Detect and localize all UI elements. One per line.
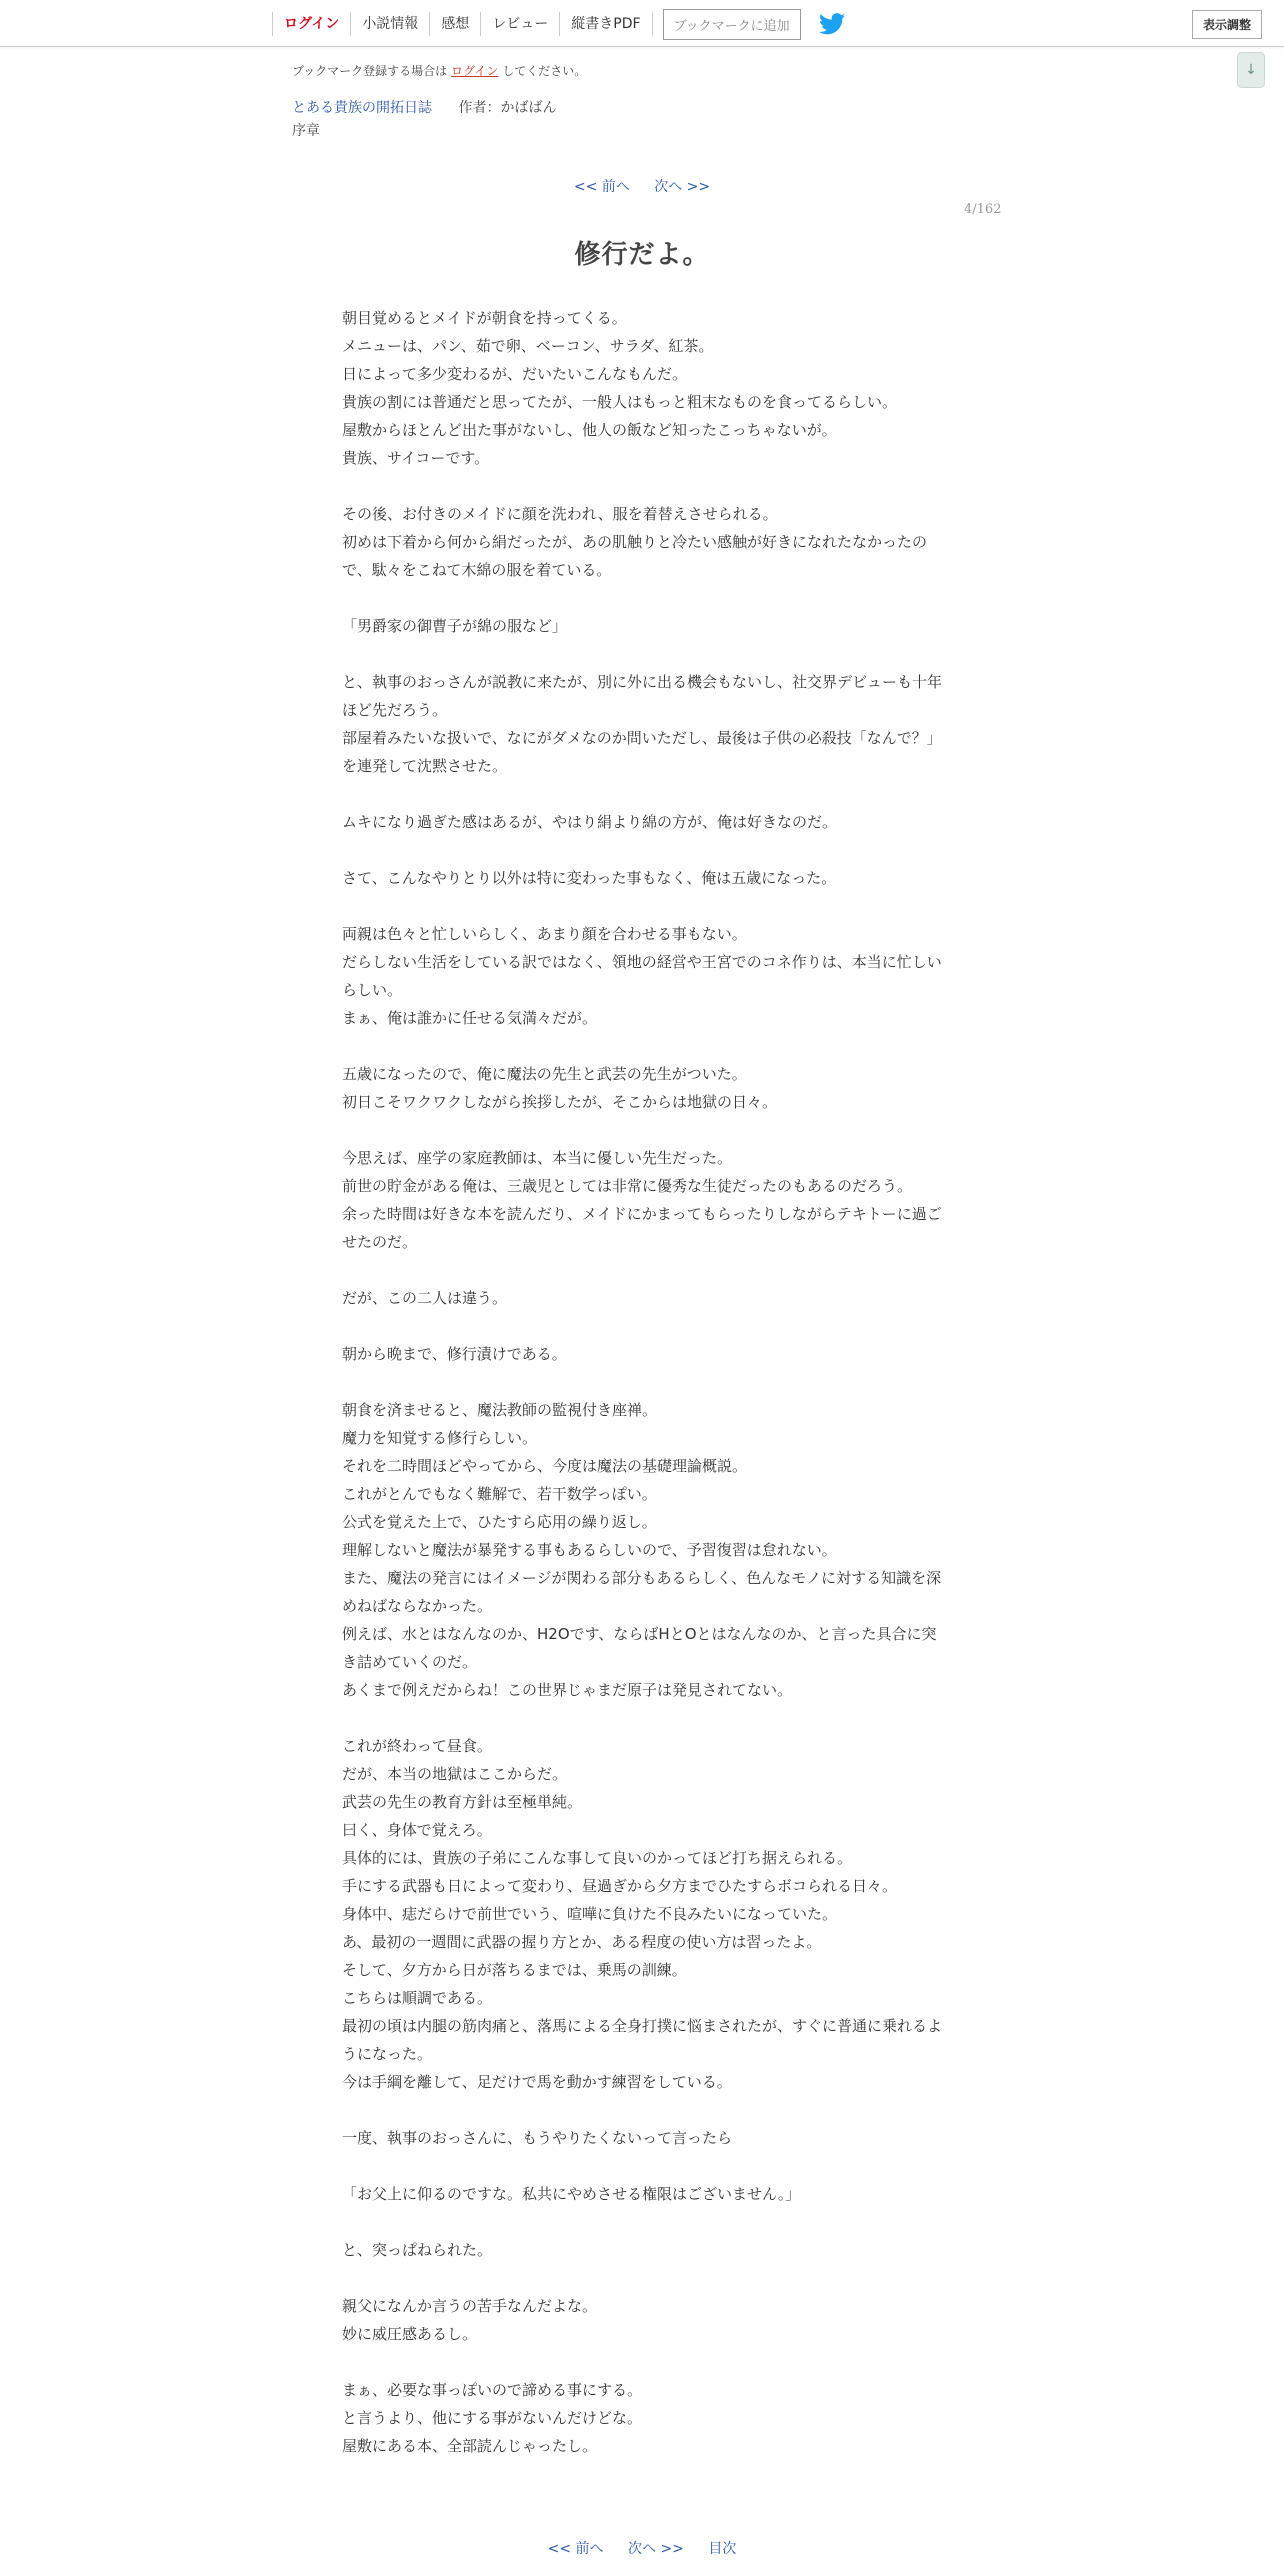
body-line: その後、お付きのメイドに顔を洗われ、服を着替えさせられる。 (342, 505, 778, 523)
body-line: 「お父上に仰るのですな。私共にやめさせる権限はございません。」 (342, 2185, 801, 2203)
body-line: 部屋着みたいな扱いで、なにがダメなのか問いただし、最後は子供の必殺技「なんで？」を連発して沈黙させた。 (342, 729, 942, 775)
body-line (342, 2096, 942, 2124)
body-line: 公式を覚えた上で、ひたすら応用の繰り返し。 (342, 1513, 657, 1531)
body-line: 身体中、痣だらけで前世でいう、喧嘩に負けた不良みたいになっていた。 (342, 1905, 838, 1923)
next-episode-link[interactable]: 次へ >> (654, 179, 711, 195)
body-line: と、突っぱねられた。 (342, 2241, 493, 2259)
body-line: 魔力を知覚する修行らしい。 (342, 1429, 538, 1447)
nav-login-link[interactable]: ログイン (272, 12, 350, 36)
body-line: あくまで例えだからね！この世界じゃまだ原子は発見されてない。 (342, 1681, 793, 1699)
body-line: さて、こんなやりとり以外は特に変わった事もなく、俺は五歳になった。 (342, 869, 837, 887)
episode-subtitle: 修行だよ。 (574, 240, 710, 270)
body-line: 貴族、サイコーです。 (342, 449, 490, 467)
body-line (342, 2348, 942, 2376)
chapter-title: 序章 (292, 123, 320, 139)
global-nav (272, 6, 845, 42)
nav-vertical-pdf-link[interactable]: 縦書きPDF (559, 12, 652, 36)
body-line (342, 584, 942, 612)
nav-impressions-link[interactable]: 感想 (429, 12, 480, 36)
body-line: 具体的には、貴族の子弟にこんな事して良いのかってほど打ち据えられる。 (342, 1849, 853, 1867)
body-line (342, 1032, 942, 1060)
pager-top (0, 176, 1284, 196)
body-line: 「男爵家の御曹子が綿の服など」 (342, 617, 568, 635)
body-line: こちらは順調である。 (342, 1989, 493, 2007)
table-of-contents-link[interactable]: 目次 (708, 2541, 737, 2557)
body-line: 手にする武器も日によって変わり、昼過ぎから夕方までひたすらボコられる日々。 (342, 1877, 898, 1895)
body-line: 最初の頃は内腿の筋肉痛と、落馬による全身打撲に悩まされたが、すぐに普通に乗れるようになった。 (342, 2017, 943, 2063)
body-line: そして、夕方から日が落ちるまでは、乗馬の訓練。 (342, 1961, 687, 1979)
body-line: 屋敷からほとんど出た事がないし、他人の飯など知ったこっちゃないが。 (342, 421, 837, 439)
body-line (342, 1704, 942, 1732)
body-line: また、魔法の発言にはイメージが関わる部分もあるらしく、色んなモノに対する知識を深めねばならなかった。 (342, 1569, 942, 1615)
scroll-down-button[interactable]: ↓ (1237, 52, 1265, 88)
novel-body-text (342, 304, 942, 2460)
body-line: 五歳になったので、俺に魔法の先生と武芸の先生がついた。 (342, 1065, 747, 1083)
nav-novel-info-link[interactable]: 小説情報 (350, 12, 429, 36)
bookmark-notice-after: してください。 (502, 64, 587, 78)
top-navigation-bar (0, 0, 1284, 47)
body-line: 前世の貯金がある俺は、三歳児としては非常に優秀な生徒だったのもあるのだろう。 (342, 1177, 913, 1195)
body-line: ムキになり過ぎた感はあるが、やはり絹より綿の方が、俺は好きなのだ。 (342, 813, 838, 831)
body-line (342, 1116, 942, 1144)
novel-title-link[interactable]: とある貴族の開拓日誌 (292, 100, 432, 116)
body-line: 例えば、水とはなんなのか、H2Oです、ならばHとOとはなんなのか、と言った具合に突き詰めていくのだ。 (342, 1625, 937, 1671)
body-line: 余った時間は好きな本を読んだり、メイドにかまってもらったりしながらテキトーに過ごせたのだ。 (342, 1205, 942, 1251)
body-line: 初めは下着から何から絹だったが、あの肌触りと冷たい感触が好きになれたなかったので、駄々をこねて木綿の服を着ている。 (342, 533, 928, 579)
bookmark-notice-before: ブックマーク登録する場合は (292, 64, 448, 78)
body-line: 理解しないと魔法が暴発する事もあるらしいので、予習復習は怠れない。 (342, 1541, 837, 1559)
prev-episode-link[interactable]: << 前へ (573, 179, 630, 195)
body-line: それを二時間ほどやってから、今度は魔法の基礎理論概説。 (342, 1457, 748, 1475)
body-line: と言うより、他にする事がないんだけどな。 (342, 2409, 643, 2427)
body-line: 親父になんか言うの苦手なんだよな。 (342, 2297, 598, 2315)
body-line: 今思えば、座学の家庭教師は、本当に優しい先生だった。 (342, 1149, 733, 1167)
body-line (342, 892, 942, 920)
body-line: まぁ、必要な事っぽいので諦める事にする。 (342, 2381, 643, 2399)
body-line: 日によって多少変わるが、だいたいこんなもんだ。 (342, 365, 688, 383)
body-line (342, 2208, 942, 2236)
body-line: あ、最初の一週間に武器の握り方とか、ある程度の使い方は習ったよ。 (342, 1933, 822, 1951)
body-line: 貴族の割には普通だと思ってたが、一般人はもっと粗末なものを食ってるらしい。 (342, 393, 898, 411)
novel-header (292, 97, 556, 117)
twitter-bird-icon[interactable] (819, 13, 845, 35)
body-line: 朝から晩まで、修行漬けである。 (342, 1345, 567, 1363)
display-settings-button[interactable]: 表示調整 (1192, 10, 1262, 39)
body-line (342, 836, 942, 864)
body-line: 曰く、身体で覚えろ。 (342, 1821, 492, 1839)
episode-counter: 4/162 (964, 202, 1002, 217)
body-line: 朝食を済ませると、魔法教師の監視付き座禅。 (342, 1401, 658, 1419)
body-line: 両親は色々と忙しいらしく、あまり顔を合わせる事もない。 (342, 925, 747, 943)
body-line: まぁ、俺は誰かに任せる気満々だが。 (342, 1009, 598, 1027)
body-line: 妙に威圧感あるし。 (342, 2325, 478, 2343)
body-line (342, 1312, 942, 1340)
prev-episode-link-bottom[interactable]: << 前へ (547, 2541, 604, 2557)
author-name: 作者：かばばん (458, 100, 557, 116)
nav-review-link[interactable]: レビュー (480, 12, 559, 36)
body-line (342, 472, 942, 500)
body-line: 初日こそワクワクしながら挨拶したが、そこからは地獄の日々。 (342, 1093, 778, 1111)
body-line: これがとんでもなく難解で、若干数学っぽい。 (342, 1485, 657, 1503)
body-line (342, 2264, 942, 2292)
body-line (342, 780, 942, 808)
bookmark-notice-login-link[interactable]: ログイン (451, 64, 499, 78)
body-line: と、執事のおっさんが説教に来たが、別に外に出る機会もないし、社交界デビューも十年ほど先だろう。 (342, 673, 943, 719)
body-line (342, 1256, 942, 1284)
body-line (342, 1368, 942, 1396)
body-line: だらしない生活をしている訳ではなく、領地の経営や王宮でのコネ作りは、本当に忙しいらしい。 (342, 953, 942, 999)
body-line: これが終わって昼食。 (342, 1737, 492, 1755)
add-bookmark-button[interactable]: ブックマークに追加 (663, 9, 801, 40)
body-line: メニューは、パン、茹で卵、ベーコン、サラダ、紅茶。 (342, 337, 714, 355)
body-line: だが、本当の地獄はここからだ。 (342, 1765, 568, 1783)
body-line: 武芸の先生の教育方針は至極単純。 (342, 1793, 583, 1811)
body-line: だが、この二人は違う。 (342, 1289, 508, 1307)
body-line (342, 640, 942, 668)
bookmark-login-notice (292, 62, 586, 79)
body-line: 一度、執事のおっさんに、もうやりたくないって言ったら (342, 2129, 733, 2147)
body-line: 朝目覚めるとメイドが朝食を持ってくる。 (342, 309, 627, 327)
body-line: 屋敷にある本、全部読んじゃったし。 (342, 2437, 598, 2455)
body-line: 今は手綱を離して、足だけで馬を動かす練習をしている。 (342, 2073, 732, 2091)
next-episode-link-bottom[interactable]: 次へ >> (628, 2541, 684, 2557)
body-line (342, 2152, 942, 2180)
pager-bottom (0, 2538, 1284, 2558)
